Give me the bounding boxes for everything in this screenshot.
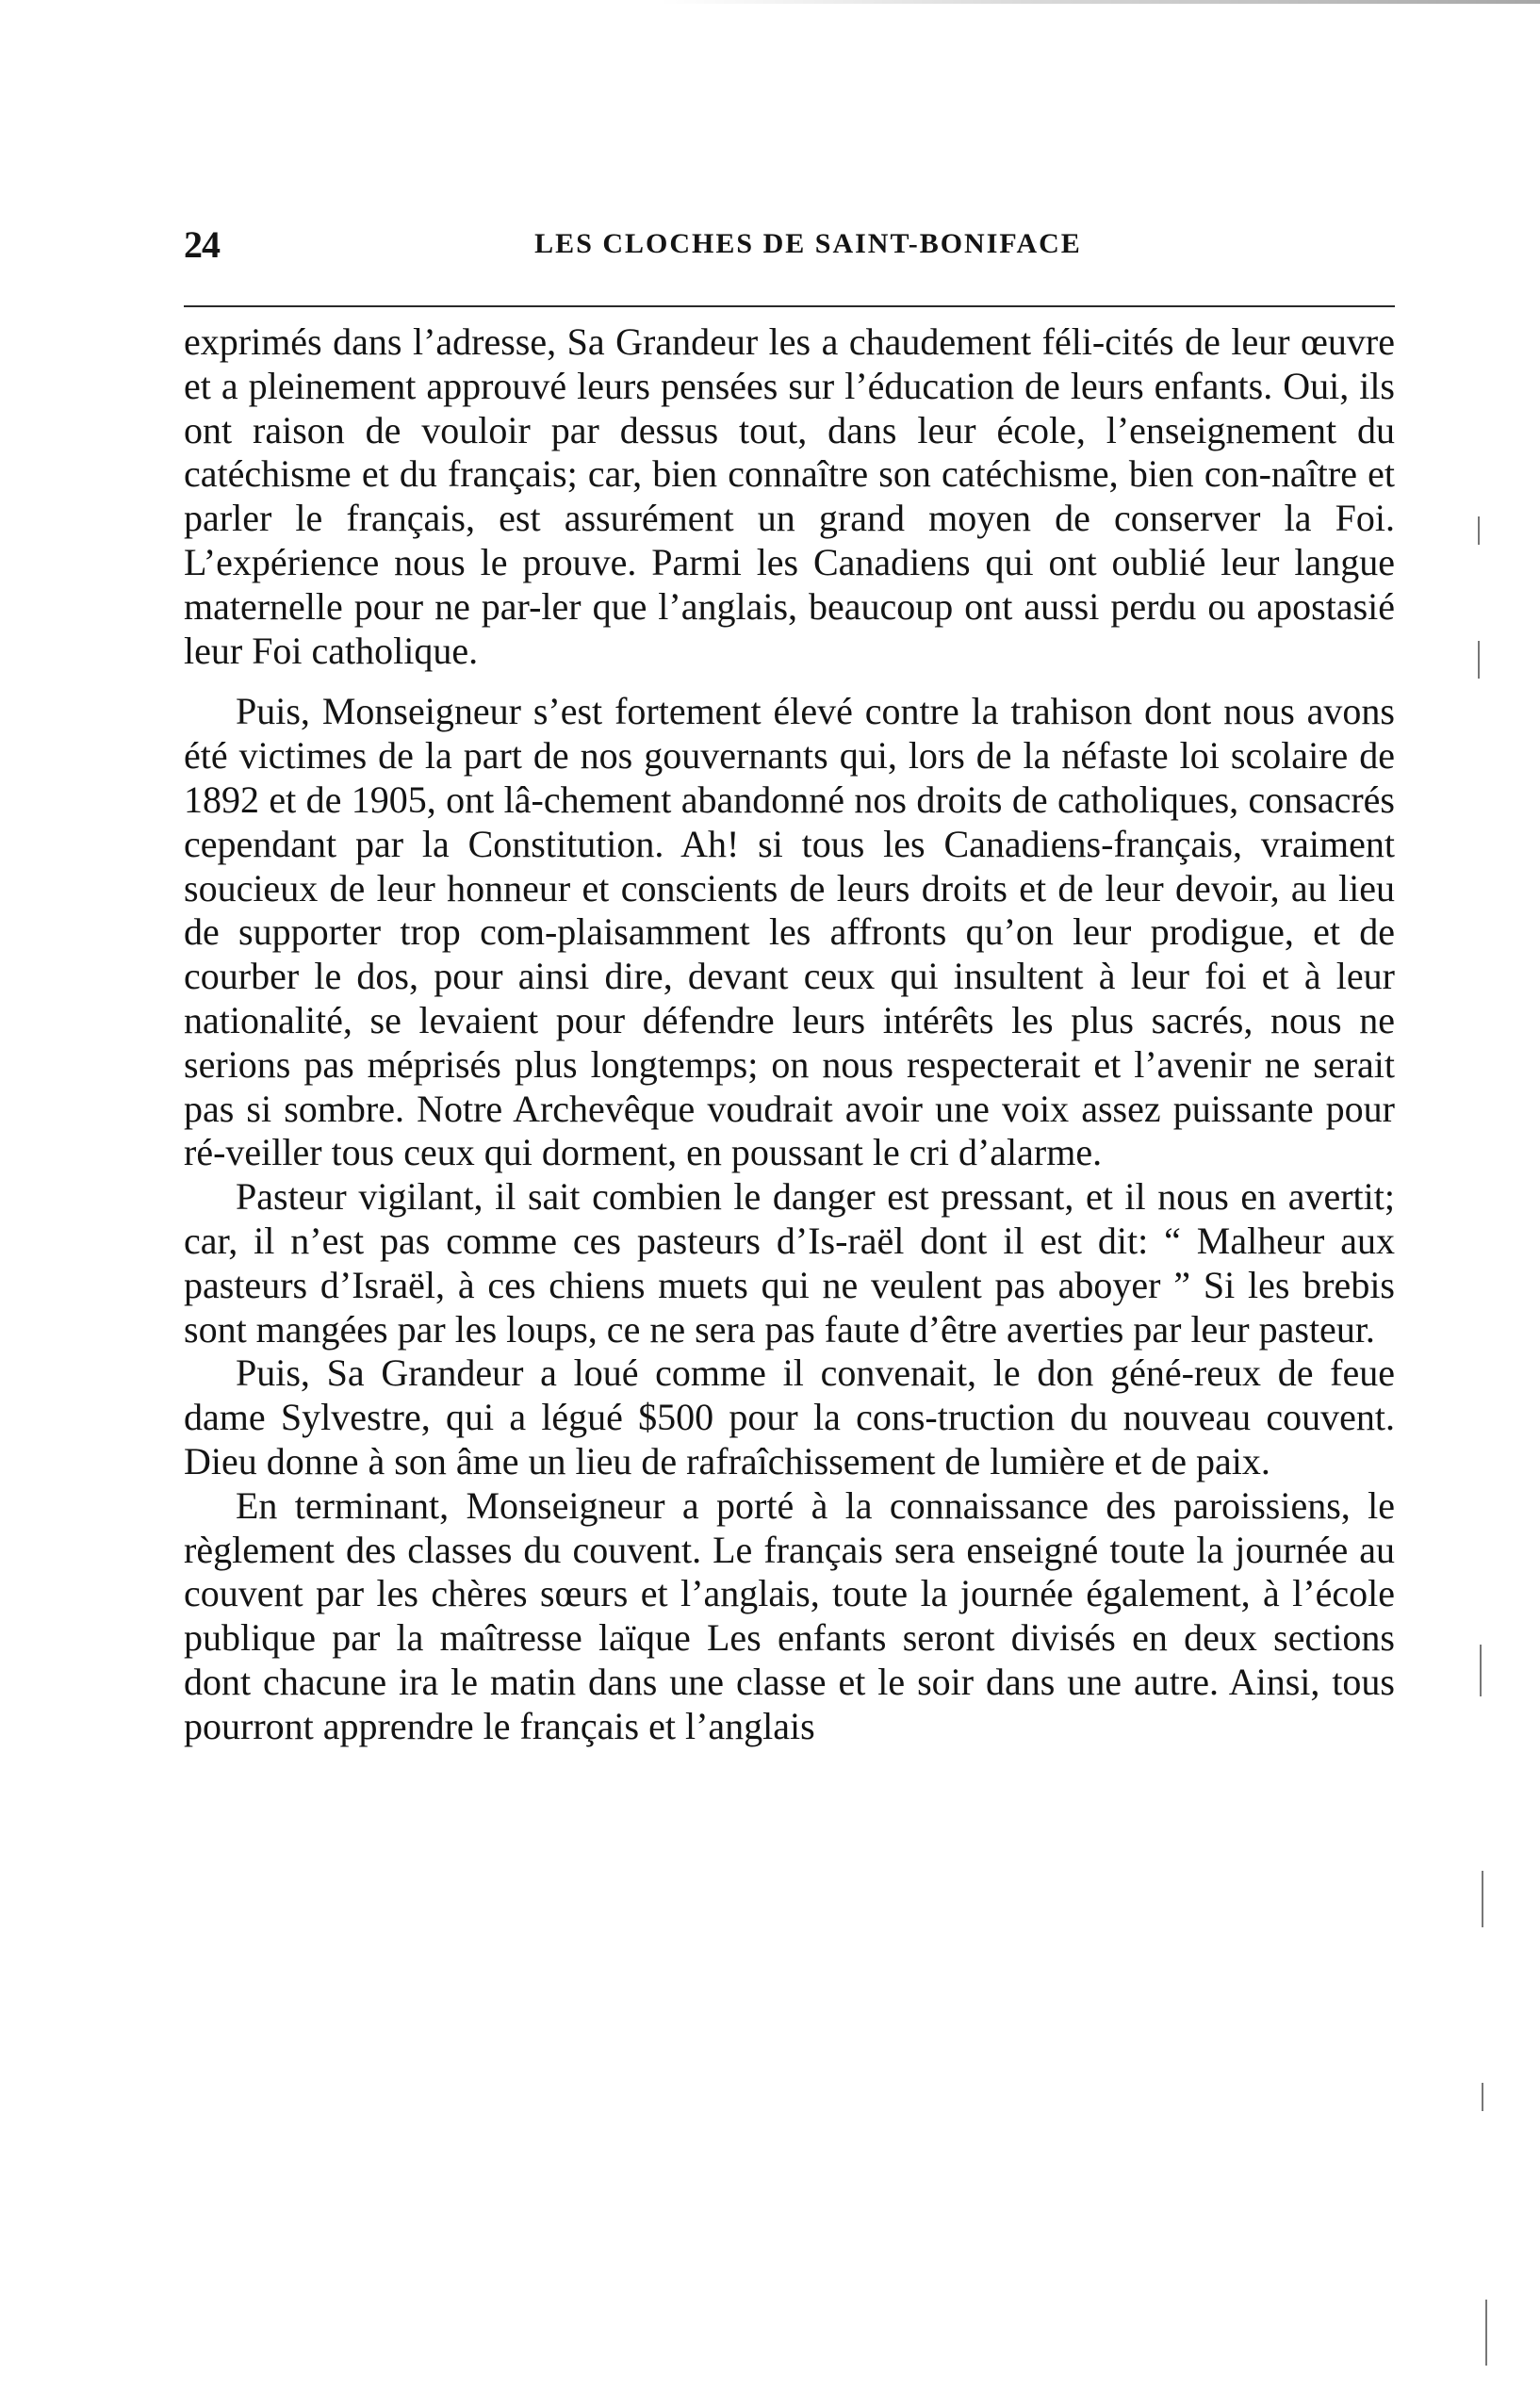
margin-mark — [1478, 516, 1480, 545]
header-rule — [184, 305, 1395, 307]
paragraph-2: Puis, Monseigneur s’est fortement élevé contre la trahison dont nous avons été victimes de la part de nos gouvernants qui, lors de la néfaste loi scolaire de 1892 et de 1905, ont lâ-chement abandonné nos droits de catholiques, consacrés cependant par la Constitution. Ah! si tous les Canadiens-français, vraiment soucieux de leur honneur et conscients de leurs droits et de leur devoir, au lieu de supporter trop com-plaisamment les affronts qu’on leur prodigue, et de courber le dos, pour ainsi dire, devant ceux qui insultent à leur foi et à leur nationalité, se levaient pour défendre leurs intérêts les plus sacrés, nous ne serions pas méprisés plus longtemps; on nous respecterait et l’avenir ne serait pas si sombre. Notre Archevêque voudrait avoir une voix assez puissante pour ré-veiller tous ceux qui dorment, en poussant le cri d’alarme. — [184, 690, 1395, 1174]
scan-edge-shadow — [660, 0, 1540, 4]
margin-mark — [1482, 2083, 1483, 2111]
page-number: 24 — [184, 223, 220, 266]
page-header — [184, 222, 1395, 279]
paragraph-5: En terminant, Monseigneur a porté à la connaissance des paroissiens, le règlement des classes du couvent. Le français sera enseigné toute la journée au couvent par les chères sœurs et l’anglais, toute la journée également, à l’école publique par la maîtresse laïque Les enfants seront divisés en deux sections dont chacune ira le matin dans une classe et le soir dans une autre. Ainsi, tous pourront apprendre le français et l’anglais — [184, 1483, 1395, 1747]
body-text — [184, 320, 1395, 1749]
margin-mark — [1482, 1871, 1483, 1927]
paragraph-4: Puis, Sa Grandeur a loué comme il convenait, le don géné-reux de feue dame Sylvestre, qui a légué $500 pour la cons-truction du nouveau couvent. Dieu donne à son âme un lieu de rafraîchissement de lumière et de paix. — [184, 1351, 1395, 1482]
running-title: LES CLOCHES DE SAINT-BONIFACE — [534, 228, 1082, 259]
margin-mark — [1485, 2300, 1487, 2366]
margin-mark — [1478, 641, 1480, 679]
margin-mark — [1480, 1645, 1482, 1696]
paragraph-3: Pasteur vigilant, il sait combien le danger est pressant, et il nous en avertit; car, il n’est pas comme ces pasteurs d’Is-raël dont il est dit: “ Malheur aux pasteurs d’Israël, à ces chiens muets qui ne veulent pas aboyer ” Si les brebis sont mangées par les loups, ce ne sera pas faute d’être averties par leur pasteur. — [184, 1175, 1395, 1351]
paragraph-1: exprimés dans l’adresse, Sa Grandeur les a chaudement féli-cités de leur œuvre et a pleinement approuvé leurs pensées sur l’éducation de leurs enfants. Oui, ils ont raison de vouloir par dessus tout, dans leur école, l’enseignement du catéchisme et du français; car, bien connaître son catéchisme, bien con-naître et parler le français, est assurément un grand moyen de conserver la Foi. L’expérience nous le prouve. Parmi les Canadiens qui ont oublié leur langue maternelle pour ne par-ler que l’anglais, beaucoup ont aussi perdu ou apostasié leur Foi catholique. — [184, 320, 1395, 672]
